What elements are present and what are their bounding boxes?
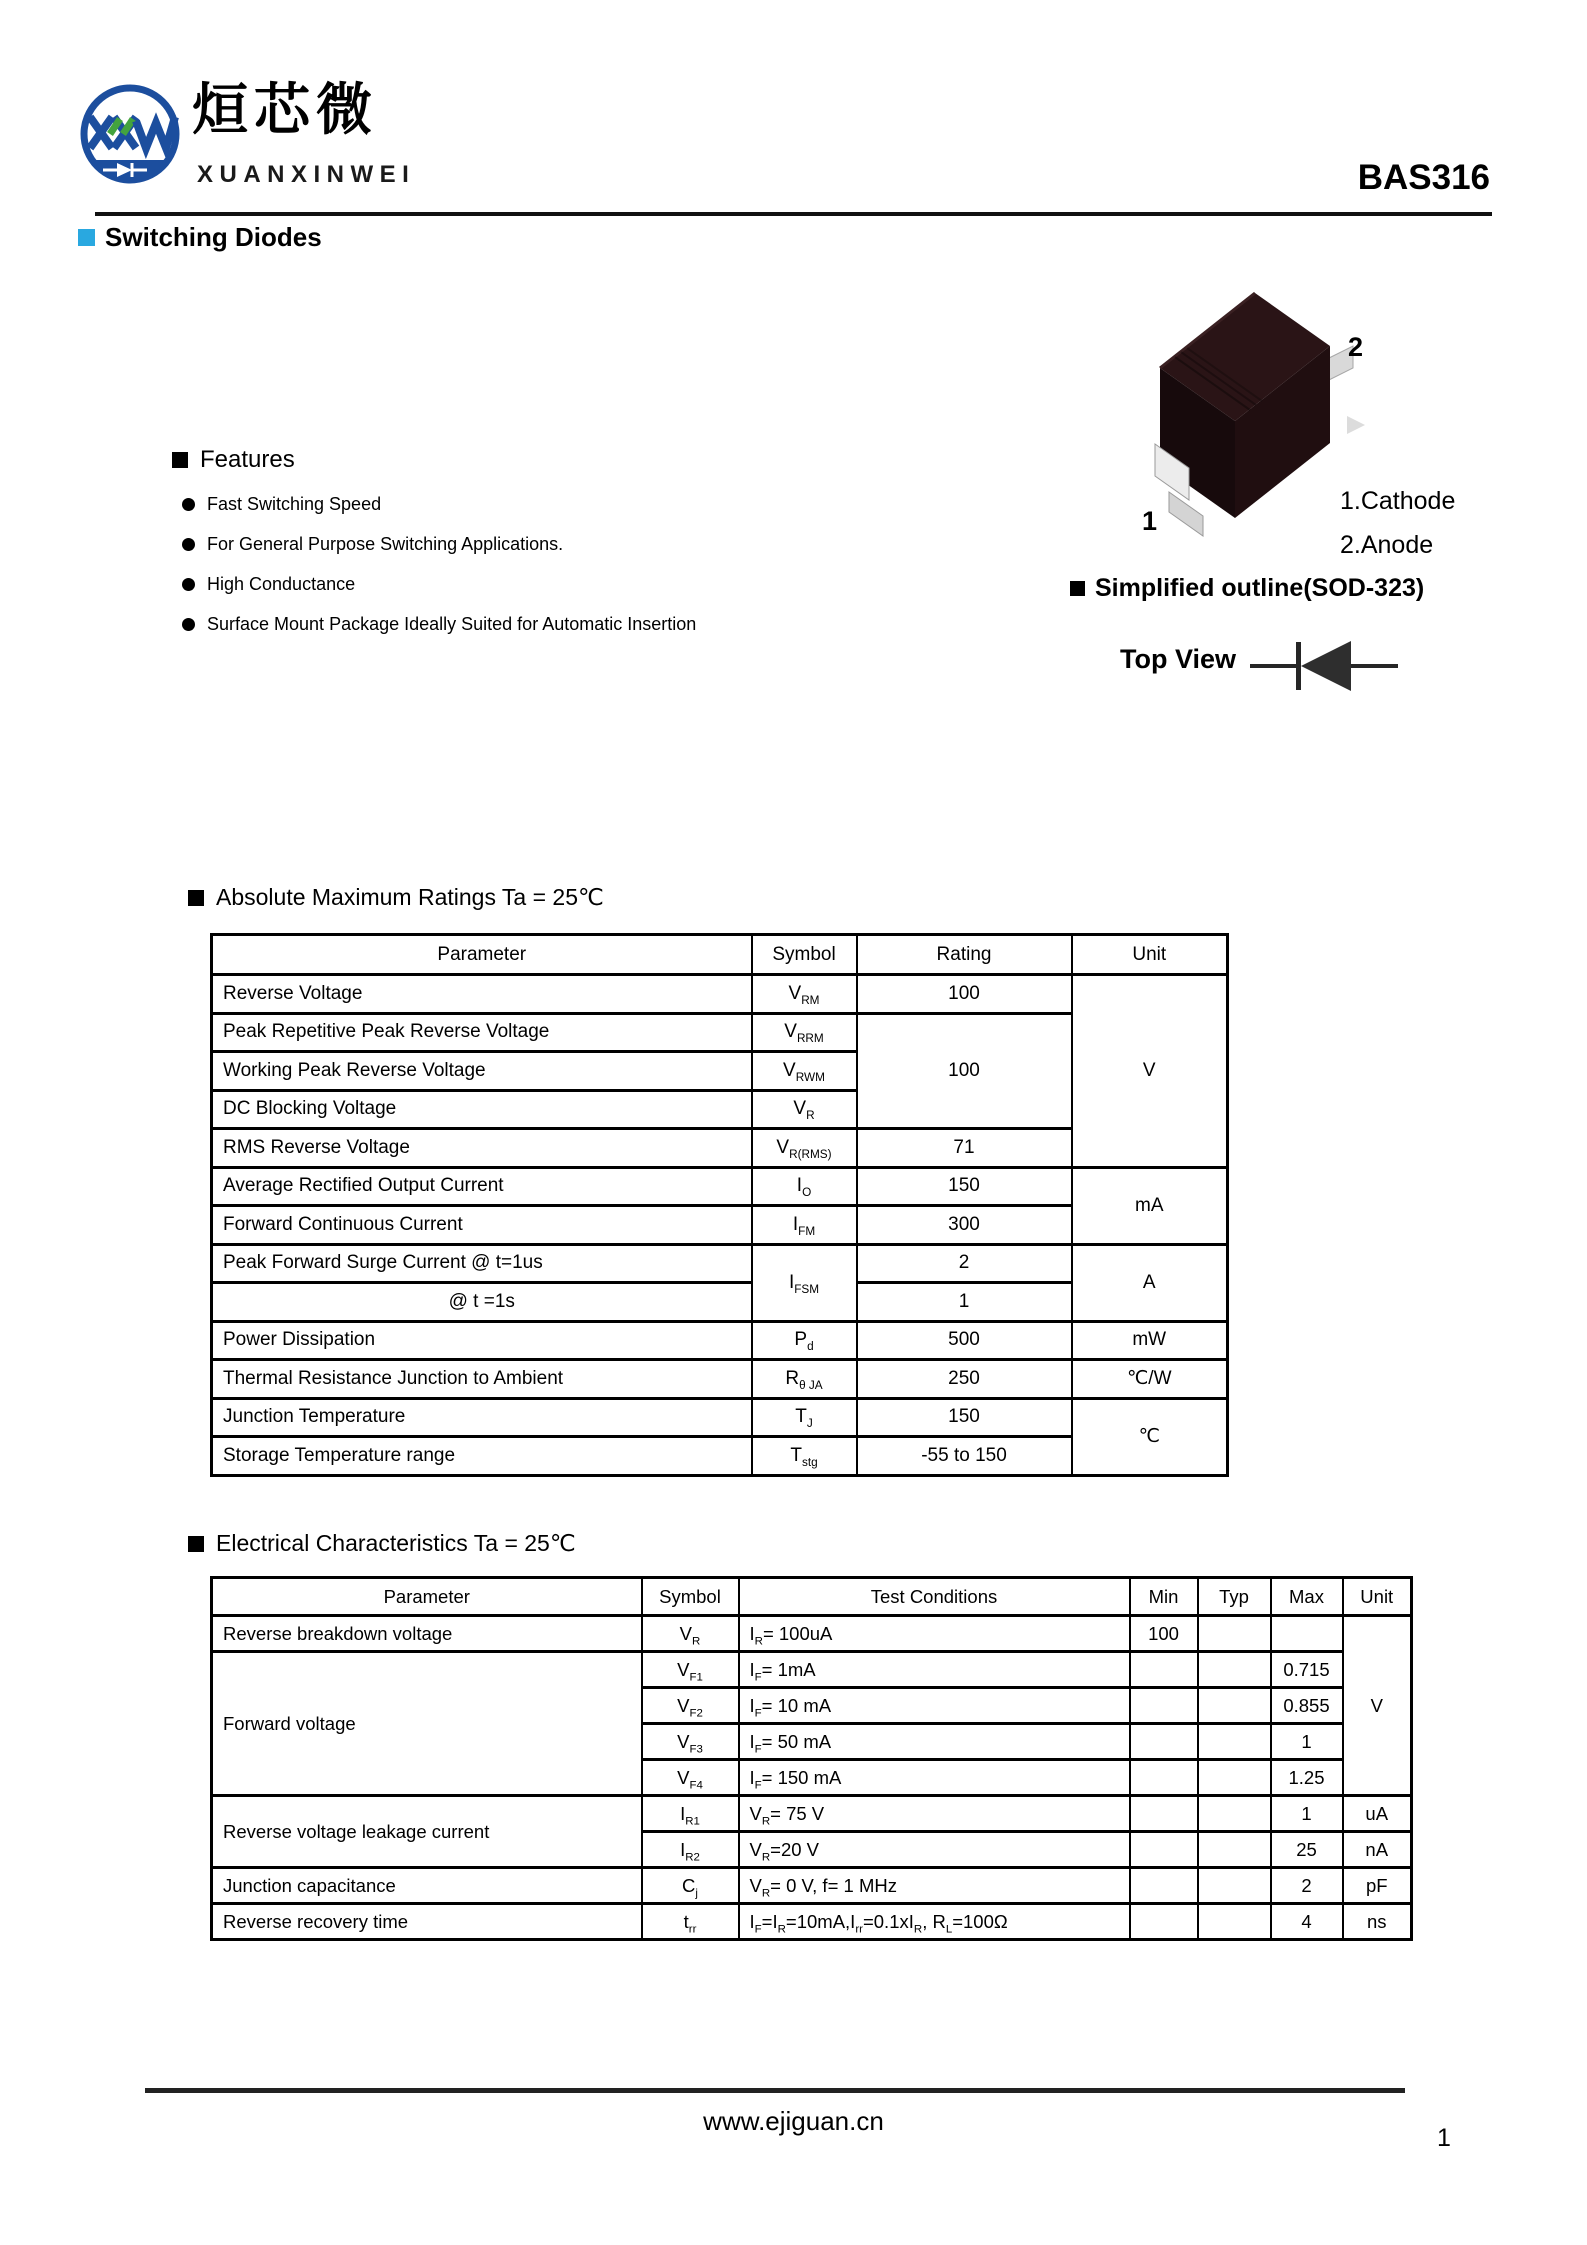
- cell-parameter: Forward voltage: [212, 1652, 642, 1796]
- cell-min: [1130, 1724, 1198, 1760]
- cell-max: 4: [1271, 1904, 1343, 1940]
- abs-max-table: [210, 933, 1229, 1477]
- cell-parameter: Working Peak Reverse Voltage: [212, 1052, 752, 1091]
- cell-condition: $I_F= 10$ mA: [739, 1688, 1130, 1724]
- cell-min: [1130, 1688, 1198, 1724]
- feature-text: Fast Switching Speed: [207, 494, 382, 514]
- table-row: [212, 1868, 1412, 1904]
- table-row: [212, 1244, 1228, 1283]
- cell-symbol: $V_R$: [642, 1616, 739, 1652]
- cell-parameter: RMS Reverse Voltage: [212, 1129, 752, 1168]
- cell-symbol: $I_{FM}$: [752, 1206, 857, 1245]
- cell-symbol: $V_{RWM}$: [752, 1052, 857, 1091]
- page-number: 1: [1437, 2124, 1451, 2152]
- col-header-parameter: Parameter: [212, 1578, 642, 1616]
- col-header-rating: Rating: [857, 935, 1072, 975]
- footer-website: www.ejiguan.cn: [703, 2106, 884, 2136]
- abs-max-heading: [188, 884, 604, 911]
- feature-item: [182, 494, 381, 515]
- cell-condition: $I_F= 150$ mA: [739, 1760, 1130, 1796]
- col-header-min: Min: [1130, 1578, 1198, 1616]
- logo-mark-icon: [70, 72, 190, 202]
- cell-symbol: $V_{F4}$: [642, 1760, 739, 1796]
- cell-unit: A: [1072, 1244, 1228, 1321]
- cell-typ: [1198, 1688, 1271, 1724]
- cell-parameter: Reverse breakdown voltage: [212, 1616, 642, 1652]
- cell-max: 1: [1271, 1796, 1343, 1832]
- elec-table: [210, 1576, 1413, 1941]
- bullet-dot-icon: [182, 538, 195, 551]
- cell-parameter: Reverse Voltage: [212, 975, 752, 1014]
- cell-rating: 150: [857, 1398, 1072, 1437]
- table-row: [212, 1652, 1412, 1688]
- col-header-max: Max: [1271, 1578, 1343, 1616]
- cell-typ: [1198, 1652, 1271, 1688]
- cell-symbol: $V_{RM}$: [752, 975, 857, 1014]
- cell-parameter: Junction capacitance: [212, 1868, 642, 1904]
- header-divider: [95, 212, 1492, 216]
- black-square-bullet-icon: [172, 452, 188, 468]
- cell-max: 0.715: [1271, 1652, 1343, 1688]
- cell-min: [1130, 1832, 1198, 1868]
- feature-item: [182, 574, 355, 595]
- cell-rating: 300: [857, 1206, 1072, 1245]
- cell-symbol: $P_d$: [752, 1321, 857, 1360]
- cell-symbol: $I_O$: [752, 1167, 857, 1206]
- elec-heading: [188, 1530, 576, 1557]
- bullet-dot-icon: [182, 578, 195, 591]
- cell-rating: 500: [857, 1321, 1072, 1360]
- bullet-dot-icon: [182, 618, 195, 631]
- table-header-row: [212, 935, 1228, 975]
- col-header-symbol: Symbol: [642, 1578, 739, 1616]
- cell-rating: 71: [857, 1129, 1072, 1168]
- table-row: [212, 1321, 1228, 1360]
- cell-min: 100: [1130, 1616, 1198, 1652]
- cell-parameter: @ t =1s: [212, 1283, 752, 1322]
- cell-symbol: $t_{rr}$: [642, 1904, 739, 1940]
- cell-symbol: $T_J$: [752, 1398, 857, 1437]
- top-view-label: Top View: [1120, 644, 1237, 674]
- cell-unit: ℃: [1072, 1398, 1228, 1475]
- cell-typ: [1198, 1616, 1271, 1652]
- cell-unit: V: [1072, 975, 1228, 1168]
- cell-typ: [1198, 1868, 1271, 1904]
- cell-symbol: $I_{R2}$: [642, 1832, 739, 1868]
- cell-rating: -55 to 150: [857, 1437, 1072, 1476]
- cell-rating: 150: [857, 1167, 1072, 1206]
- features-title: Features: [200, 446, 295, 473]
- pin1-label: 1: [1142, 506, 1158, 536]
- features-heading: [172, 446, 295, 474]
- table-row: [212, 1167, 1228, 1206]
- cell-rating: 100: [857, 975, 1072, 1014]
- cell-parameter: Reverse voltage leakage current: [212, 1796, 642, 1868]
- cell-min: [1130, 1904, 1198, 1940]
- cell-symbol: $C_j$: [642, 1868, 739, 1904]
- table-row: [212, 1398, 1228, 1437]
- table-row: [212, 975, 1228, 1014]
- cell-condition: $V_R=20$ V: [739, 1832, 1130, 1868]
- bullet-dot-icon: [182, 498, 195, 511]
- cell-unit: ℃/W: [1072, 1360, 1228, 1399]
- cell-unit: mA: [1072, 1167, 1228, 1244]
- company-name-cn: 烜芯微: [192, 78, 378, 141]
- cell-min: [1130, 1652, 1198, 1688]
- feature-item: [182, 614, 696, 635]
- elec-title: Electrical Characteristics Ta = 25℃: [216, 1530, 576, 1556]
- col-header-typ: Typ: [1198, 1578, 1271, 1616]
- cell-max: 2: [1271, 1868, 1343, 1904]
- part-number: BAS316: [1357, 158, 1490, 197]
- sod323-package-icon: [1125, 268, 1365, 568]
- cell-symbol: $V_{F2}$: [642, 1688, 739, 1724]
- pin1-legend: 1.Cathode: [1340, 487, 1456, 515]
- cell-rating: 1: [857, 1283, 1072, 1322]
- cell-unit: nA: [1343, 1832, 1412, 1868]
- col-header-symbol: Symbol: [752, 935, 857, 975]
- cell-unit: uA: [1343, 1796, 1412, 1832]
- cell-typ: [1198, 1796, 1271, 1832]
- cell-symbol: $V_R$: [752, 1090, 857, 1129]
- cell-parameter: Reverse recovery time: [212, 1904, 642, 1940]
- cell-parameter: Thermal Resistance Junction to Ambient: [212, 1360, 752, 1399]
- cell-parameter: Power Dissipation: [212, 1321, 752, 1360]
- cell-min: [1130, 1760, 1198, 1796]
- cell-symbol: $I_{FSM}$: [752, 1244, 857, 1321]
- cell-symbol: $V_{F3}$: [642, 1724, 739, 1760]
- pin2-label: 2: [1348, 332, 1364, 362]
- table-row: [212, 1616, 1412, 1652]
- cell-condition: $I_F= 50$ mA: [739, 1724, 1130, 1760]
- company-logo-icon: [70, 72, 190, 207]
- cell-rating: 2: [857, 1244, 1072, 1283]
- diode-symbol-icon: [1250, 638, 1400, 699]
- outline-heading: [1070, 574, 1424, 603]
- cell-symbol: $V_{F1}$: [642, 1652, 739, 1688]
- abs-max-title: Absolute Maximum Ratings Ta = 25℃: [216, 884, 604, 910]
- cell-rating: 100: [857, 1013, 1072, 1129]
- cell-parameter: Storage Temperature range: [212, 1437, 752, 1476]
- cell-parameter: Average Rectified Output Current: [212, 1167, 752, 1206]
- feature-text: High Conductance: [207, 574, 356, 594]
- cell-max: 1.25: [1271, 1760, 1343, 1796]
- cell-max: 25: [1271, 1832, 1343, 1868]
- blue-square-bullet-icon: [78, 229, 95, 246]
- cell-unit: mW: [1072, 1321, 1228, 1360]
- cell-rating: 250: [857, 1360, 1072, 1399]
- cell-symbol: $R_{\theta JA}$: [752, 1360, 857, 1399]
- table-row: [212, 1796, 1412, 1832]
- diode-schematic-icon: [1250, 638, 1400, 694]
- cell-unit: ns: [1343, 1904, 1412, 1940]
- col-header-test-conditions: Test Conditions: [739, 1578, 1130, 1616]
- col-header-unit: Unit: [1072, 935, 1228, 975]
- cell-typ: [1198, 1832, 1271, 1868]
- footer-divider: [145, 2088, 1405, 2093]
- feature-item: [182, 534, 563, 555]
- cell-parameter: Forward Continuous Current: [212, 1206, 752, 1245]
- category-label: Switching Diodes: [105, 222, 322, 252]
- company-name-en: XUANXINWEI: [197, 161, 416, 188]
- cell-condition: $I_R= 100uA$: [739, 1616, 1130, 1652]
- col-header-unit: Unit: [1343, 1578, 1412, 1616]
- table-row: [212, 1904, 1412, 1940]
- cell-parameter: Junction Temperature: [212, 1398, 752, 1437]
- cell-condition: $V_R= 0$ V, f= 1 MHz: [739, 1868, 1130, 1904]
- cell-parameter: Peak Forward Surge Current @ t=1us: [212, 1244, 752, 1283]
- cell-symbol: $I_{R1}$: [642, 1796, 739, 1832]
- cell-unit: pF: [1343, 1868, 1412, 1904]
- cell-condition: $I_F=I_R=10mA,I_{rr}=0.1xI_R$, $R_L=100\Omega$: [739, 1904, 1130, 1940]
- cell-max: 0.855: [1271, 1688, 1343, 1724]
- table-row: [212, 1360, 1228, 1399]
- cell-condition: $I_F= 1mA$: [739, 1652, 1130, 1688]
- cell-parameter: Peak Repetitive Peak Reverse Voltage: [212, 1013, 752, 1052]
- pin2-legend: 2.Anode: [1340, 531, 1434, 559]
- cell-unit: V: [1343, 1616, 1412, 1796]
- package-3d-image: [1125, 268, 1365, 573]
- cell-max: 1: [1271, 1724, 1343, 1760]
- cell-typ: [1198, 1724, 1271, 1760]
- black-square-bullet-icon: [1070, 581, 1085, 596]
- cell-symbol: $V_{RRM}$: [752, 1013, 857, 1052]
- cell-typ: [1198, 1760, 1271, 1796]
- cell-min: [1130, 1796, 1198, 1832]
- col-header-parameter: Parameter: [212, 935, 752, 975]
- cell-min: [1130, 1868, 1198, 1904]
- black-square-bullet-icon: [188, 1536, 204, 1552]
- cell-condition: $V_R= 75$ V: [739, 1796, 1130, 1832]
- cell-symbol: $T_{stg}$: [752, 1437, 857, 1476]
- cell-typ: [1198, 1904, 1271, 1940]
- table-header-row: [212, 1578, 1412, 1616]
- cell-parameter: DC Blocking Voltage: [212, 1090, 752, 1129]
- cell-max: [1271, 1616, 1343, 1652]
- outline-title: Simplified outline(SOD-323): [1095, 574, 1425, 602]
- cell-symbol: $V_{R(RMS)}$: [752, 1129, 857, 1168]
- feature-text: Surface Mount Package Ideally Suited for Automatic Insertion: [207, 614, 697, 634]
- category-heading: [78, 222, 322, 253]
- feature-text: For General Purpose Switching Applications.: [207, 534, 564, 554]
- black-square-bullet-icon: [188, 890, 204, 906]
